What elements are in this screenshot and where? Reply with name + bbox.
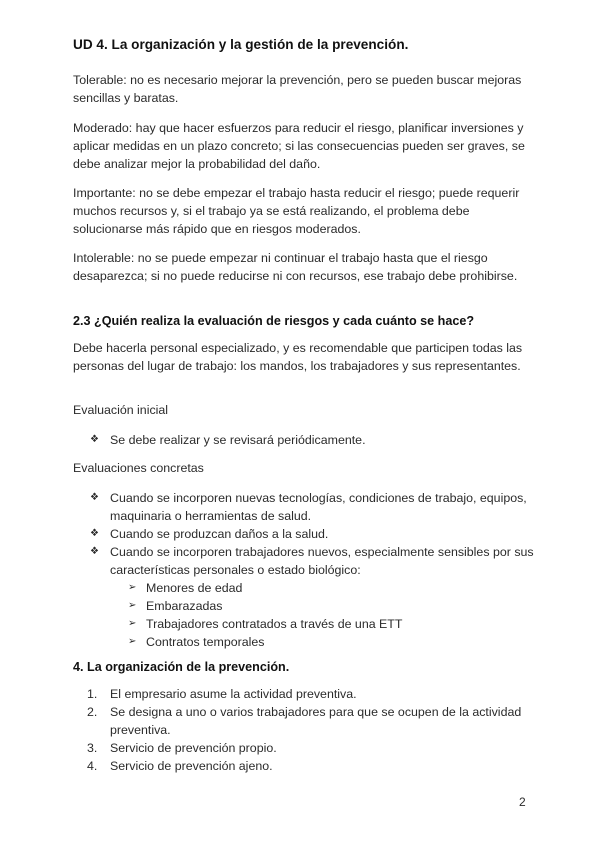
- arrow-bullet-icon: ➢: [128, 636, 137, 647]
- label-evaluaciones-concretas: Evaluaciones concretas: [73, 461, 204, 475]
- arrow-bullet-icon: ➢: [128, 618, 137, 629]
- list-item: ❖ Cuando se produzcan daños a la salud.: [90, 527, 329, 541]
- section-heading-2-3: 2.3 ¿Quién realiza la evaluación de riesgos y cada cuánto se hace?: [73, 314, 475, 328]
- diamond-bullet-icon: ❖: [90, 434, 99, 445]
- sub-list-item: ➢ Embarazadas: [128, 599, 223, 613]
- paragraph-moderado: Moderado: hay que hacer esfuerzos para reducir el riesgo, planificar inversiones y aplicar medidas en un plazo concreto; si las consecuencias pueden ser graves, se debe analizar mejor la probabilidad del daño.: [73, 121, 525, 171]
- list-item: 3. Servicio de prevención propio.: [87, 741, 277, 755]
- diamond-bullet-icon: ❖: [90, 492, 99, 503]
- list-item: ❖ Cuando se incorporen trabajadores nuevos, especialmente sensibles por sus características personales o estado biológico:: [90, 545, 534, 577]
- sub-list-item: ➢ Menores de edad: [128, 581, 243, 595]
- arrow-bullet-icon: ➢: [128, 600, 137, 611]
- page-title: UD 4. La organización y la gestión de la prevención.: [73, 37, 409, 52]
- label-evaluacion-inicial: Evaluación inicial: [73, 403, 169, 417]
- paragraph-intro: Debe hacerla personal especializado, y es recomendable que participen todas las personas del lugar de trabajo: los mandos, los trabajadores y sus representantes.: [73, 341, 523, 373]
- diamond-bullet-icon: ❖: [90, 546, 99, 557]
- list-item: ❖ Se debe realizar y se revisará periódicamente.: [90, 433, 366, 447]
- sub-list-item: ➢ Contratos temporales: [128, 635, 265, 649]
- list-item: 4. Servicio de prevención ajeno.: [87, 759, 273, 773]
- sub-list-item: ➢ Trabajadores contratados a través de una ETT: [128, 617, 403, 631]
- page-number: 2: [519, 795, 526, 809]
- list-item: 1. El empresario asume la actividad preventiva.: [87, 687, 357, 701]
- section-heading-4: 4. La organización de la prevención.: [73, 660, 290, 674]
- paragraph-intolerable: Intolerable: no se puede empezar ni continuar el trabajo hasta que el riesgo desaparezca; si no puede reducirse ni con recursos, ese trabajo debe prohibirse.: [73, 251, 518, 283]
- diamond-bullet-icon: ❖: [90, 528, 99, 539]
- arrow-bullet-icon: ➢: [128, 582, 137, 593]
- list-item: 2. Se designa a uno o varios trabajadores para que se ocupen de la actividad preventiva.: [87, 705, 522, 737]
- paragraph-importante: Importante: no se debe empezar el trabajo hasta reducir el riesgo; puede requerir muchos recursos y, si el trabajo ya se está realizando, el problema debe solucionarse más rápido que en riesgos moderados.: [73, 186, 520, 236]
- paragraph-tolerable: Tolerable: no es necesario mejorar la prevención, pero se pueden buscar mejoras sencillas y baratas.: [73, 73, 522, 105]
- list-item: ❖ Cuando se incorporen nuevas tecnologías, condiciones de trabajo, equipos, maquinaria o herramientas de salud.: [90, 491, 527, 523]
- list-organizacion: [73, 685, 535, 775]
- list-inicial: [73, 431, 535, 449]
- list-concretas: [73, 489, 535, 651]
